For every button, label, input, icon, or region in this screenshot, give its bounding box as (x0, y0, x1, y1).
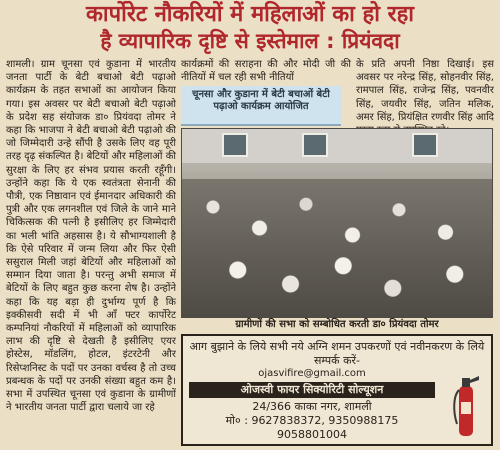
headline (8, 2, 492, 54)
article-text-middle: कार्यक्रमों की सराहना की और मोदी जी की नीतियों में चल रही सभी नीतियों (181, 59, 351, 84)
event-photo (181, 128, 493, 318)
ad-phone-2: 9058801004 (277, 428, 347, 441)
article-text-left: शामली। ग्राम चूनसा एवं कुडाना में भारतीय जनता पार्टी के बेटी बचाओ बेटी पढ़ाओ कार्यक्रम के तहत सभाओं का आयोजन किया गया। इस अवसर पर बेटी बचाओ बेटी पढ़ाओ के प्रदेश सह संयोजक डा० प्रियंवदा तोमर ने कहा कि भाजपा ने बेटी बचाओ बेटी पढ़ाओ की जो जिम्मेदारी उन्हे सौंपी है उसके लिए वह पूरी तरह दृढ़ संकल्पित है। बेटियों और महिलाओं की सुरक्षा के लिए हर संभव प्रयास करती रहूँगी। उन्होंने कहा कि ये एक स्वतंत्रता सेनानी की पौत्री, एक निष्ठावान एवं ईमानदार अधिकारी की पुत्री और एक लगनशील एवं जिले के जाने माने चिकित्सक की पत्नी है इसीलिए हर जिम्मेदारी का भली भांति अहसास है। ये सौभाग्यशाली है कि ऐसे परिवार में जन्म लिया और फिर ऐसी ससुराल मिली जहां बेटियों और महिलाओं को सम्मान दिया जाता है। परन्तु अभी समाज में बेटियों के लिए बहुत कुछ करना शेष है। उन्होंने कहा कि यह बड़ा ही दुर्भाग्य पूर्ण है कि इक्कीसवी सदी में भी आँ फ्टर कार्पोरेट कम्पनियां नौकरियों में महिलाओं को व्यापारिक लाभ की दृष्टि से देखती है इसीलिए एयर होस्टेस, मॉडलिंग, होटल, इंटरटेनी और रिसेप्शनिस्ट के पदों पर उनका वर्चस्व है तो उच्च प्रबन्धक के पदों पर उनकी संख्या बहुत कम है। सभा में उपस्थित चूनसा एवं कुडाना के ग्रामीणों ने भारतीय जनता पार्टी द्वारा चलाये जा रहे (6, 59, 176, 414)
headline-line-2: है व्यापारिक दृष्टि से इस्तेमाल : प्रियंवदा (100, 29, 400, 53)
ad-phone-1: मो० : 9627838372, 9350988175 (225, 414, 399, 427)
photo-window (302, 133, 328, 157)
ad-address-block (189, 400, 435, 442)
photo-window (412, 133, 438, 157)
article-text-right: के प्रति अपनी निष्ठा दिखाई। इस अवसर पर नरेन्द्र सिंह, सोहनवीर सिंह, रामपाल सिंह, राजेन्द्र सिंह, पवनवीर सिंह, जयवीर सिंह, जतिन मलिक, अमर सिंह, प्रियंक्षित रणवीर सिंह आदि (356, 59, 494, 123)
article-column-middle (181, 58, 351, 86)
kicker-box: चूनसा और कुडाना में बेटी बचाओं बेटी पढ़ाओ कार्यक्रम आयोजित (181, 86, 341, 126)
ad-company-name: ओजस्वी फायर सिक्योरिटी सोल्यूशन (189, 382, 435, 398)
photo-window (222, 133, 248, 157)
photo-crowd (182, 179, 492, 318)
headline-line-1: कार्पोरेट नौकरियों में महिलाओं का हो रहा (86, 2, 414, 27)
fire-extinguisher-icon (451, 372, 481, 440)
article-column-left (6, 58, 176, 446)
ad-email: ojasvifire@gmail.com (258, 368, 366, 379)
ad-tagline: आग बुझाने के लिये सभी नये अग्नि शमन उपकरणों एवं नवीनकरण के लिये सम्पर्क करें- (189, 340, 485, 367)
photo-caption: ग्रामीणों की सभा को सम्बोधित करती डा० प्रियंवदा तोमर (235, 319, 439, 330)
ad-address: 24/366 काका नगर, शामली (252, 400, 372, 413)
fire-safety-advertisement (181, 334, 493, 446)
